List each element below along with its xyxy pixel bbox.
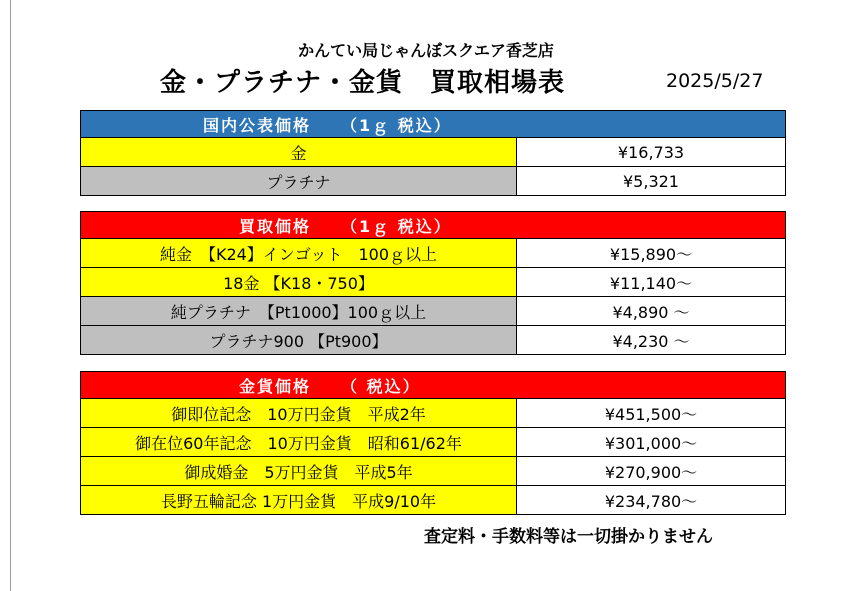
footer-note: 査定料・手数料等は一切掛かりません [424,527,713,547]
item-price: ¥5,321 [517,167,786,196]
public-price-header [81,111,786,138]
gold-coin-header-suffix: （ 税込） [341,376,421,396]
public-price-header-label: 国内公表価格 [202,115,311,135]
gold-coin-header [81,372,786,399]
item-name: プラチナ [81,167,517,196]
table-row [81,326,786,355]
buy-price-table [80,211,786,355]
item-price: ¥4,890 ～ [517,297,786,326]
page-left-border [10,0,11,591]
item-price: ¥234,780～ [517,486,786,515]
page-title: 金・プラチナ・金貨 買取相場表 [160,68,566,98]
item-name: 御成婚金 5万円金貨 平成5年 [81,457,517,486]
buy-price-header-label: 買取価格 [238,216,311,236]
item-name: 純金 【K24】インゴット 100ｇ以上 [81,239,517,268]
table-row [81,138,786,167]
table-row [81,399,786,428]
item-price: ¥16,733 [517,138,786,167]
table-row [81,297,786,326]
table-row [81,239,786,268]
item-price: ¥451,500～ [517,399,786,428]
item-name: 18金 【K18・750】 [81,268,517,297]
gold-coin-table [80,371,786,515]
item-name: 御即位記念 10万円金貨 平成2年 [81,399,517,428]
price-date: 2025/5/27 [666,70,764,92]
gold-coin-header-label: 金貨価格 [238,376,311,396]
buy-price-header-suffix: （1ｇ 税込） [341,216,452,236]
store-name: かんてい局じゃんぼスクエア香芝店 [298,41,554,60]
table-row [81,428,786,457]
table-row [81,167,786,196]
item-price: ¥4,230 ～ [517,326,786,355]
item-name: 長野五輪記念 1万円金貨 平成9/10年 [81,486,517,515]
item-name: 金 [81,138,517,167]
table-row [81,486,786,515]
item-price: ¥11,140～ [517,268,786,297]
table-row [81,457,786,486]
item-price: ¥301,000～ [517,428,786,457]
item-price: ¥15,890～ [517,239,786,268]
buy-price-header [81,212,786,239]
item-price: ¥270,900～ [517,457,786,486]
item-name: 御在位60年記念 10万円金貨 昭和61/62年 [81,428,517,457]
item-name: プラチナ900 【Pt900】 [81,326,517,355]
item-name: 純プラチナ 【Pt1000】100ｇ以上 [81,297,517,326]
public-price-header-suffix: （1ｇ 税込） [341,115,452,135]
table-row [81,268,786,297]
public-price-table [80,110,786,196]
